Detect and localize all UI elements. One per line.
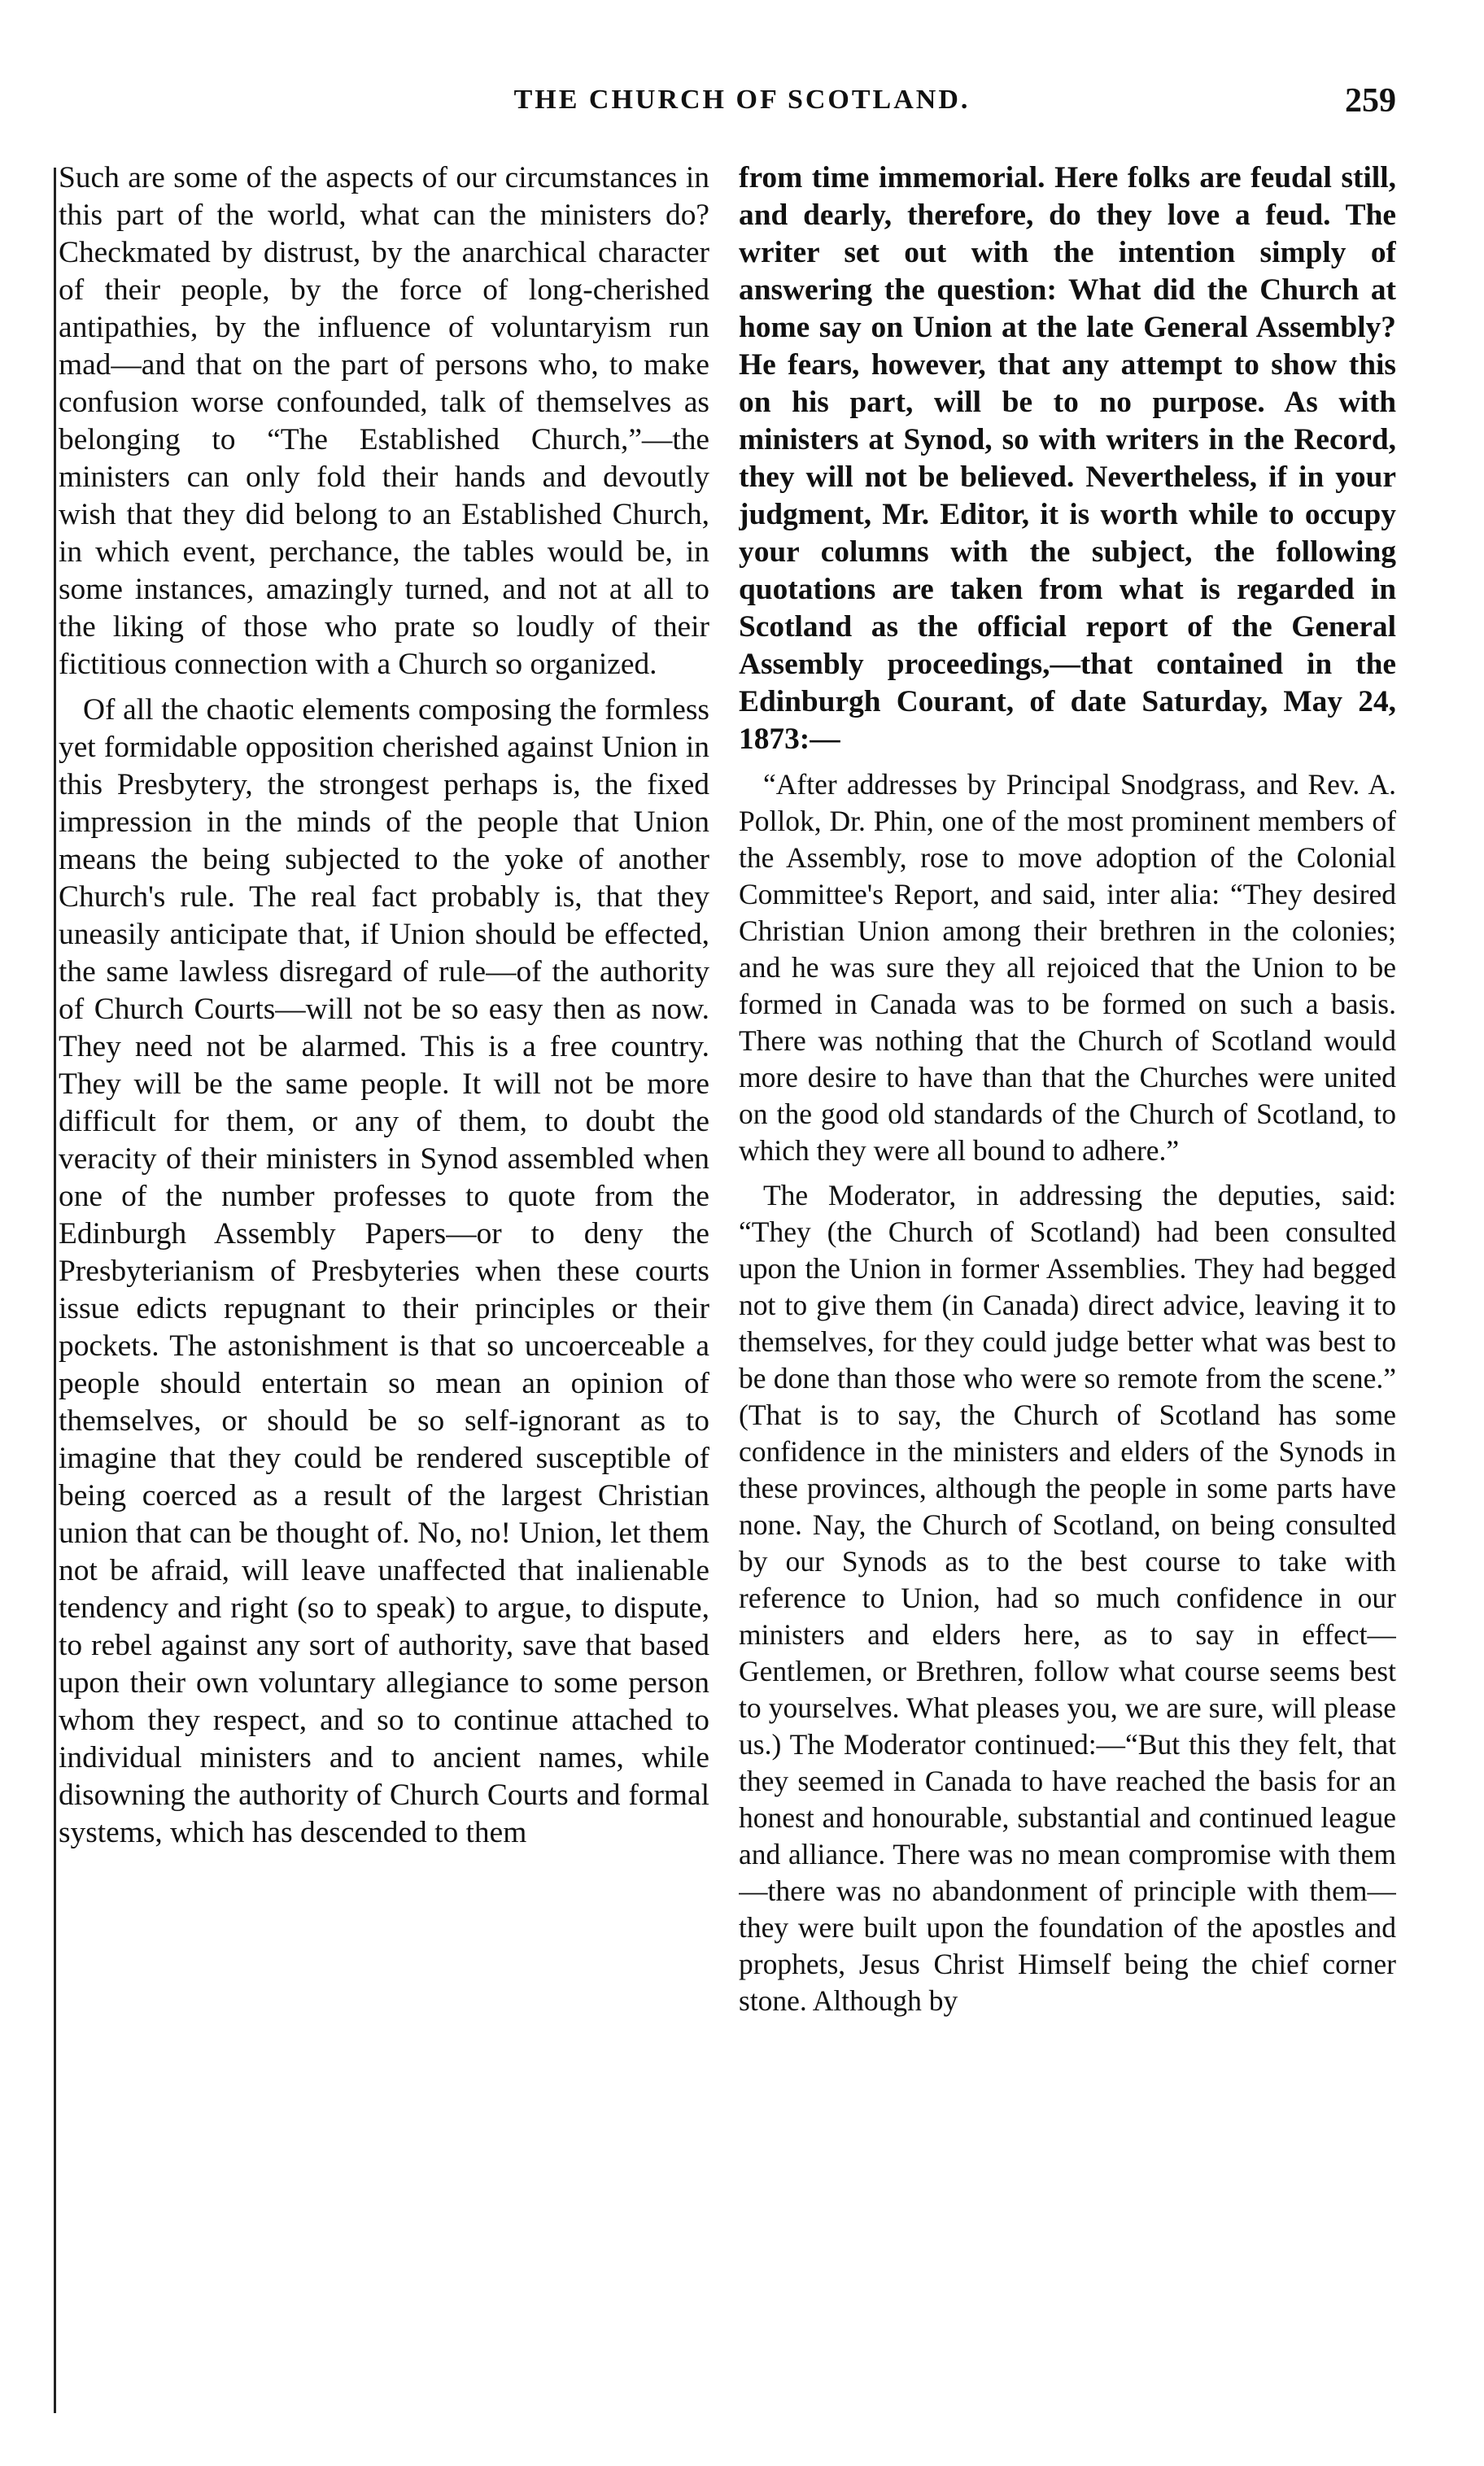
left-paragraph-1: Such are some of the aspects of our circumstances in this part of the world, what can the ministers do? Checkmated by distrust, by the anarchical character of their people, by the force of long-cherished antipathies, by the influence of voluntaryism run mad—and that on the part of persons who, to make confusion worse confounded, talk of themselves as belonging to “The Established Church,”—the ministers can only fold their hands and devoutly wish that they did belong to an Established Church, in which event, perchance, the tables would be, in some instances, amazingly turned, and not at all to the liking of those who prate so loudly of their fictitious connection with a Church so organized. — [59, 161, 709, 681]
left-column — [59, 159, 709, 2429]
running-title: THE CHURCH OF SCOTLAND. — [513, 85, 971, 115]
left-edge-rule — [54, 168, 56, 2413]
page-number: 259 — [1345, 82, 1396, 120]
left-paragraph-2: Of all the chaotic elements composing the formless yet formidable opposition cherished against Union in this Presbytery, the strongest perhaps is, the fixed impression in the minds of the people that Union means the being subjected to the yoke of another Church's rule. The real fact probably is, that they uneasily anticipate that, if Union should be effected, the same lawless disregard of rule—of the authority of Church Courts—will not be so easy then as now. They need not be alarmed. This is a free country. They will be the same people. It will not be more difficult for them, or any of them, to doubt the veracity of their ministers in Synod assembled when one of the number professes to quote from the Edinburgh Assembly Papers—or to deny the Presbyterianism of Presbyteries when these courts issue edicts repugnant to their principles or their pockets. The astonishment is that so uncoerceable a people should entertain so mean an opinion of themselves, or should be so self-ignorant as to imagine that they could be rendered susceptible of being coerced as a result of the largest Christian union that can be thought of. No, no! Union, let them not be afraid, will leave unaffected that inalienable tendency and right (so to speak) to argue, to dispute, to rebel against any sort of authority, save that based upon their own voluntary allegiance to some person whom they respect, and so to continue attached to individual ministers and to ancient names, while disowning the authority of Church Courts and formal systems, which has descended to them — [59, 693, 709, 1849]
right-column — [739, 159, 1396, 2429]
running-head — [0, 81, 1484, 130]
right-paragraph-2: The Moderator, in addressing the deputies, said: “They (the Church of Scotland) had been consulted upon the Union in former Assemblies. They had begged not to give them (in Canada) direct advice, leaving it to themselves, for they could judge better what was best to be done than those who were so remote from the scene.” (That is to say, the Church of Scotland has some confidence in the ministers and elders of the Synods in these provinces, although the people in some parts have none. Nay, the Church of Scotland, on being consulted by our Synods as to the best course to take with reference to Union, had so much confidence in our ministers and elders here, as to say in effect—Gentlemen, or Brethren, follow what course seems best to yourselves. What pleases you, we are sure, will please us.) The Moderator continued:—“But this they felt, that they seemed in Canada to have reached the basis for an honest and honourable, substantial and continued league and alliance. There was no mean compromise with them—there was no abandonment of principle with them—they were built upon the foundation of the apostles and prophets, Jesus Christ Himself being the chief corner stone. Although by — [739, 1179, 1396, 2017]
right-quote-1: “After addresses by Principal Snodgrass, and Rev. A. Pollok, Dr. Phin, one of the most prominent members of the Assembly, rose to move adoption of the Colonial Committee's Report, and said, inter alia: “They desired Christian Union among their brethren in the colonies; and he was sure they all rejoiced that the Union to be formed in Canada was to be formed on such a basis. There was nothing that the Church of Scotland would more desire to have than that the Churches were united on the good old standards of the Church of Scotland, to which they were all bound to adhere.” — [739, 768, 1396, 1167]
right-paragraph-1: from time immemorial. Here folks are feudal still, and dearly, therefore, do they love a feud. The writer set out with the intention simply of answering the question: What did the Church at home say on Union at the late General Assembly? He fears, however, that any attempt to show this on his part, will be to no purpose. As with ministers at Synod, so with writers in the Record, they will not be believed. Nevertheless, if in your judgment, Mr. Editor, it is worth while to occupy your columns with the subject, the following quotations are taken from what is regarded in Scotland as the official report of the General Assembly proceedings,—that contained in the Edinburgh Courant, of date Saturday, May 24, 1873:— — [739, 161, 1396, 756]
